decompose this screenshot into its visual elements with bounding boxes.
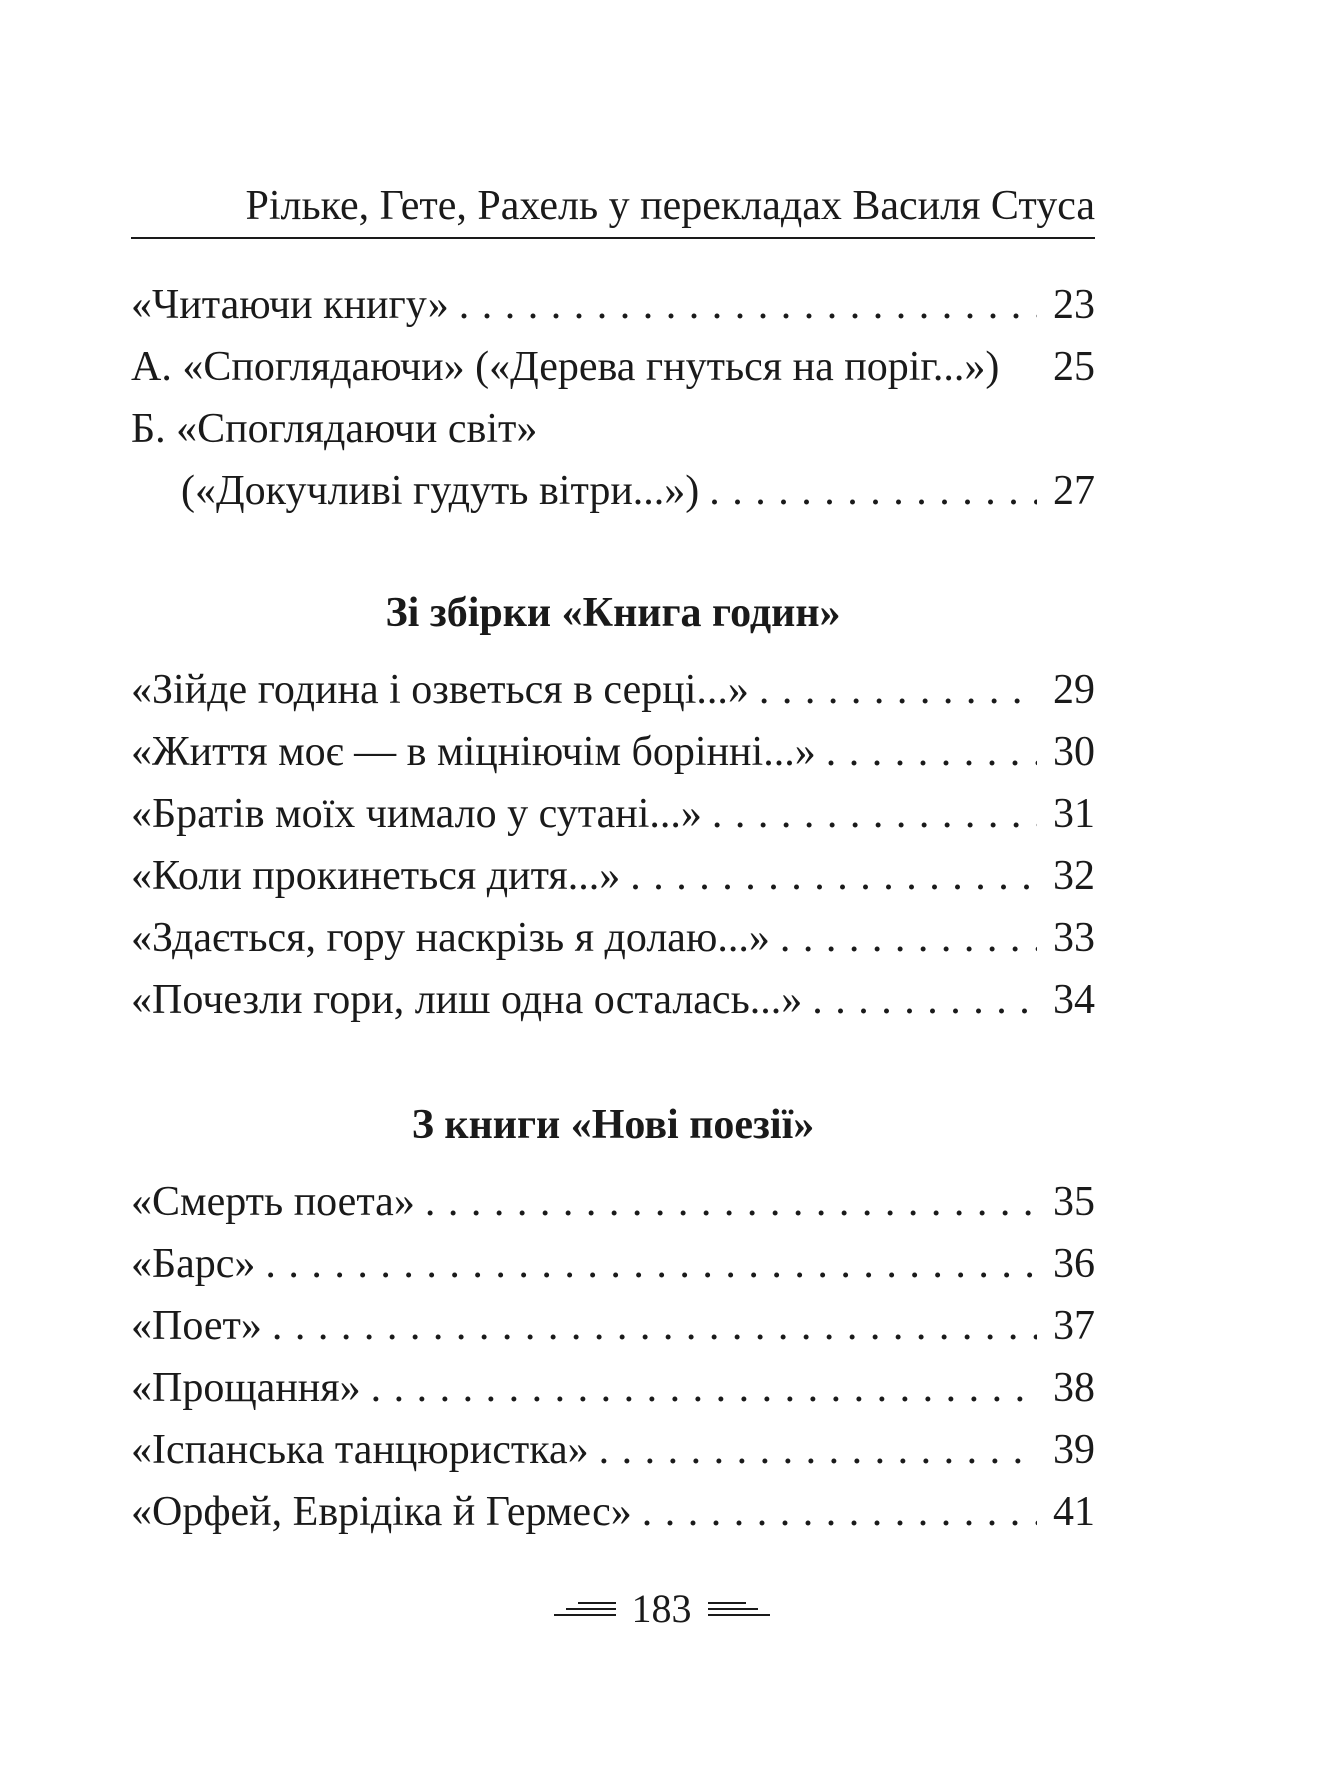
toc-entry — [131, 336, 1095, 398]
toc-entry-page: 25 — [1053, 344, 1095, 390]
toc-entry-title: «Барс» — [131, 1241, 256, 1287]
toc-entry-page: 35 — [1053, 1179, 1095, 1225]
dot-leader — [712, 783, 1037, 845]
folio-ornament-left — [554, 1600, 616, 1618]
toc-entry — [131, 1295, 1095, 1357]
toc-entry-page: 37 — [1053, 1303, 1095, 1349]
toc-entry-page: 38 — [1053, 1365, 1095, 1411]
toc-entry-title: «Поет» — [131, 1303, 262, 1349]
toc-entry-title: «Життя моє — в міцніючім борінні...» — [131, 729, 816, 775]
toc-entry — [131, 274, 1095, 336]
dot-leader — [759, 659, 1037, 721]
toc-entry — [131, 1481, 1095, 1543]
toc-entry-title: А. «Споглядаючи» («Дерева гнуться на поріг...») — [131, 344, 1000, 390]
dot-leader — [826, 721, 1037, 783]
dot-leader — [812, 969, 1037, 1031]
toc-entry — [131, 398, 1095, 460]
page-folio — [0, 1585, 1323, 1633]
section-heading: Зі збірки «Книга годин» — [385, 590, 841, 636]
toc-entry-page: 32 — [1053, 853, 1095, 899]
toc-entry-title: «Прощання» — [131, 1365, 361, 1411]
dot-leader — [599, 1419, 1037, 1481]
page-number: 183 — [631, 1586, 692, 1631]
toc-entry-page: 31 — [1053, 791, 1095, 837]
dot-leader — [459, 274, 1037, 336]
toc-entry — [131, 659, 1095, 721]
toc-entry-page: 27 — [1053, 468, 1095, 514]
dot-leader — [425, 1171, 1037, 1233]
dot-leader — [780, 907, 1037, 969]
dot-leader — [642, 1481, 1037, 1543]
toc-entry-title: «Читаючи книгу» — [131, 282, 449, 328]
toc-entry — [131, 907, 1095, 969]
dot-leader — [709, 460, 1037, 522]
running-header: Рільке, Гете, Рахель у перекладах Василя Стуса — [245, 183, 1095, 229]
toc-entry-page: 36 — [1053, 1241, 1095, 1287]
toc-entry-page: 33 — [1053, 915, 1095, 961]
dot-leader — [371, 1357, 1037, 1419]
toc-entry-title: «Іспанська танцюристка» — [131, 1427, 589, 1473]
toc-entry-page: 34 — [1053, 977, 1095, 1023]
toc-entry-page: 23 — [1053, 282, 1095, 328]
toc-entry — [131, 460, 1095, 522]
toc-entry — [131, 1233, 1095, 1295]
toc-entry-title: «Коли прокинеться дитя...» — [131, 853, 621, 899]
toc-section-1 — [131, 659, 1095, 1031]
toc-entry-title: «Здається, гору наскрізь я долаю...» — [131, 915, 770, 961]
toc-entry — [131, 845, 1095, 907]
toc-entry-title: «Смерть поета» — [131, 1179, 415, 1225]
toc-entry-title: «Орфей, Еврідіка й Гермес» — [131, 1489, 632, 1535]
dot-leader — [630, 845, 1037, 907]
toc-entry-title: Б. «Споглядаючи світ» — [131, 406, 538, 452]
toc-entry — [131, 1357, 1095, 1419]
folio-ornament-right — [708, 1600, 770, 1618]
toc-entry-page: 29 — [1053, 667, 1095, 713]
toc-entry-title: «Зійде година і озветься в серці...» — [131, 667, 749, 713]
toc-section-2 — [131, 1171, 1095, 1543]
toc-entry — [131, 969, 1095, 1031]
header-rule — [131, 237, 1095, 239]
dot-leader — [265, 1233, 1037, 1295]
section-heading: З книги «Нові поезії» — [411, 1102, 815, 1148]
toc-entry-title: «Братів моїх чимало у сутані...» — [131, 791, 702, 837]
toc-entry-title: «Почезли гори, лиш одна осталась...» — [131, 977, 803, 1023]
toc-entry-page: 41 — [1053, 1489, 1095, 1535]
toc-entry — [131, 1419, 1095, 1481]
toc-intro — [131, 274, 1095, 522]
toc-entry — [131, 783, 1095, 845]
toc-entry-page: 30 — [1053, 729, 1095, 775]
dot-leader — [272, 1295, 1037, 1357]
toc-entry — [131, 721, 1095, 783]
toc-entry-title: («Докучливі гудуть вітри...») — [181, 468, 700, 514]
toc-entry — [131, 1171, 1095, 1233]
toc-entry-page: 39 — [1053, 1427, 1095, 1473]
